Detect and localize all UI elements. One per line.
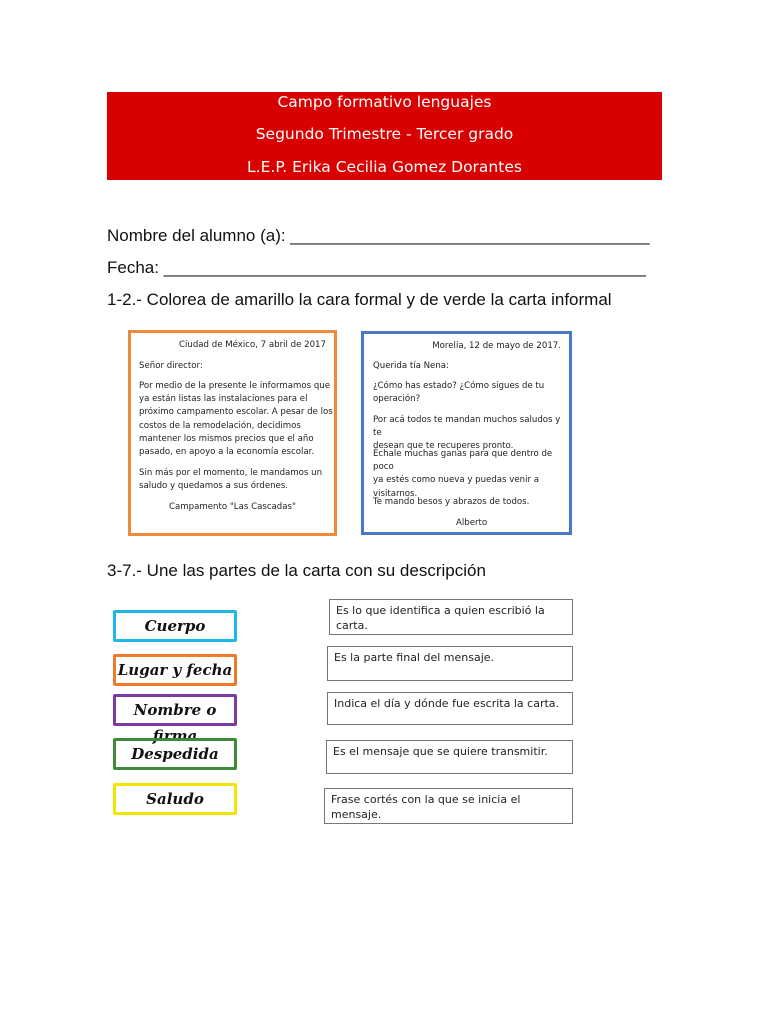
informal-letter-body-2: Por acá todos te mandan muchos saludos y te desean que te recuperes pronto.: [373, 415, 561, 452]
header-subject: Campo formativo lenguajes: [277, 93, 492, 111]
part-label-lugar-fecha[interactable]: Lugar y fecha: [113, 654, 237, 686]
date-field[interactable]: Fecha: ___________________________________________________: [107, 258, 646, 277]
part-label-saludo[interactable]: Saludo: [113, 783, 237, 815]
formal-letter-signature: Campamento "Las Cascadas": [169, 502, 296, 512]
informal-letter[interactable]: [361, 331, 572, 535]
informal-letter-greeting: Querida tía Nena:: [373, 361, 449, 371]
formal-letter-closing: Sin más por el momento, le mandamos un saludo y quedamos a sus órdenes.: [139, 468, 323, 492]
description-box[interactable]: Es el mensaje que se quiere transmitir.: [326, 740, 573, 774]
informal-letter-date: Morelia, 12 de mayo de 2017.: [432, 341, 561, 351]
description-box[interactable]: Es lo que identifica a quien escribió la carta.: [329, 599, 573, 635]
informal-letter-closing: Te mando besos y abrazos de todos.: [373, 497, 530, 507]
informal-letter-body-1: ¿Cómo has estado? ¿Cómo sigues de tu operación?: [373, 381, 545, 405]
informal-letter-signature: Alberto: [456, 518, 488, 528]
worksheet-header: [107, 92, 662, 180]
formal-letter-body: Por medio de la presente le informamos que ya están listas las instalaciones para el próximo campamento escolar. A pesar de los costos de la remodelación, decidimos mantener los mismos precios que el año pasado, en apoyo a la economía escolar.: [139, 381, 333, 458]
part-label-nombre-firma[interactable]: Nombre o firma: [113, 694, 237, 726]
header-teacher: L.E.P. Erika Cecilia Gomez Dorantes: [247, 158, 522, 176]
formal-letter[interactable]: [128, 330, 337, 536]
description-box[interactable]: Frase cortés con la que se inicia el mensaje.: [324, 788, 573, 824]
question-1-prompt: 1-2.- Colorea de amarillo la cara formal y de verde la carta informal: [107, 290, 612, 309]
student-name-field[interactable]: Nombre del alumno (a): ______________________________________: [107, 226, 650, 245]
part-label-despedida[interactable]: Despedida: [113, 738, 237, 770]
formal-letter-date: Ciudad de México, 7 abril de 2017: [179, 340, 326, 350]
informal-letter-body-3: Échale muchas ganas para que dentro de poco ya estés como nueva y puedas venir a visitarnos.: [373, 449, 553, 499]
formal-letter-greeting: Señor director:: [139, 361, 203, 371]
part-label-cuerpo[interactable]: Cuerpo: [113, 610, 237, 642]
description-box[interactable]: Es la parte final del mensaje.: [327, 646, 573, 681]
question-2-prompt: 3-7.- Une las partes de la carta con su descripción: [107, 561, 486, 580]
description-box[interactable]: Indica el día y dónde fue escrita la carta.: [327, 692, 573, 725]
header-term-grade: Segundo Trimestre - Tercer grado: [255, 125, 514, 143]
